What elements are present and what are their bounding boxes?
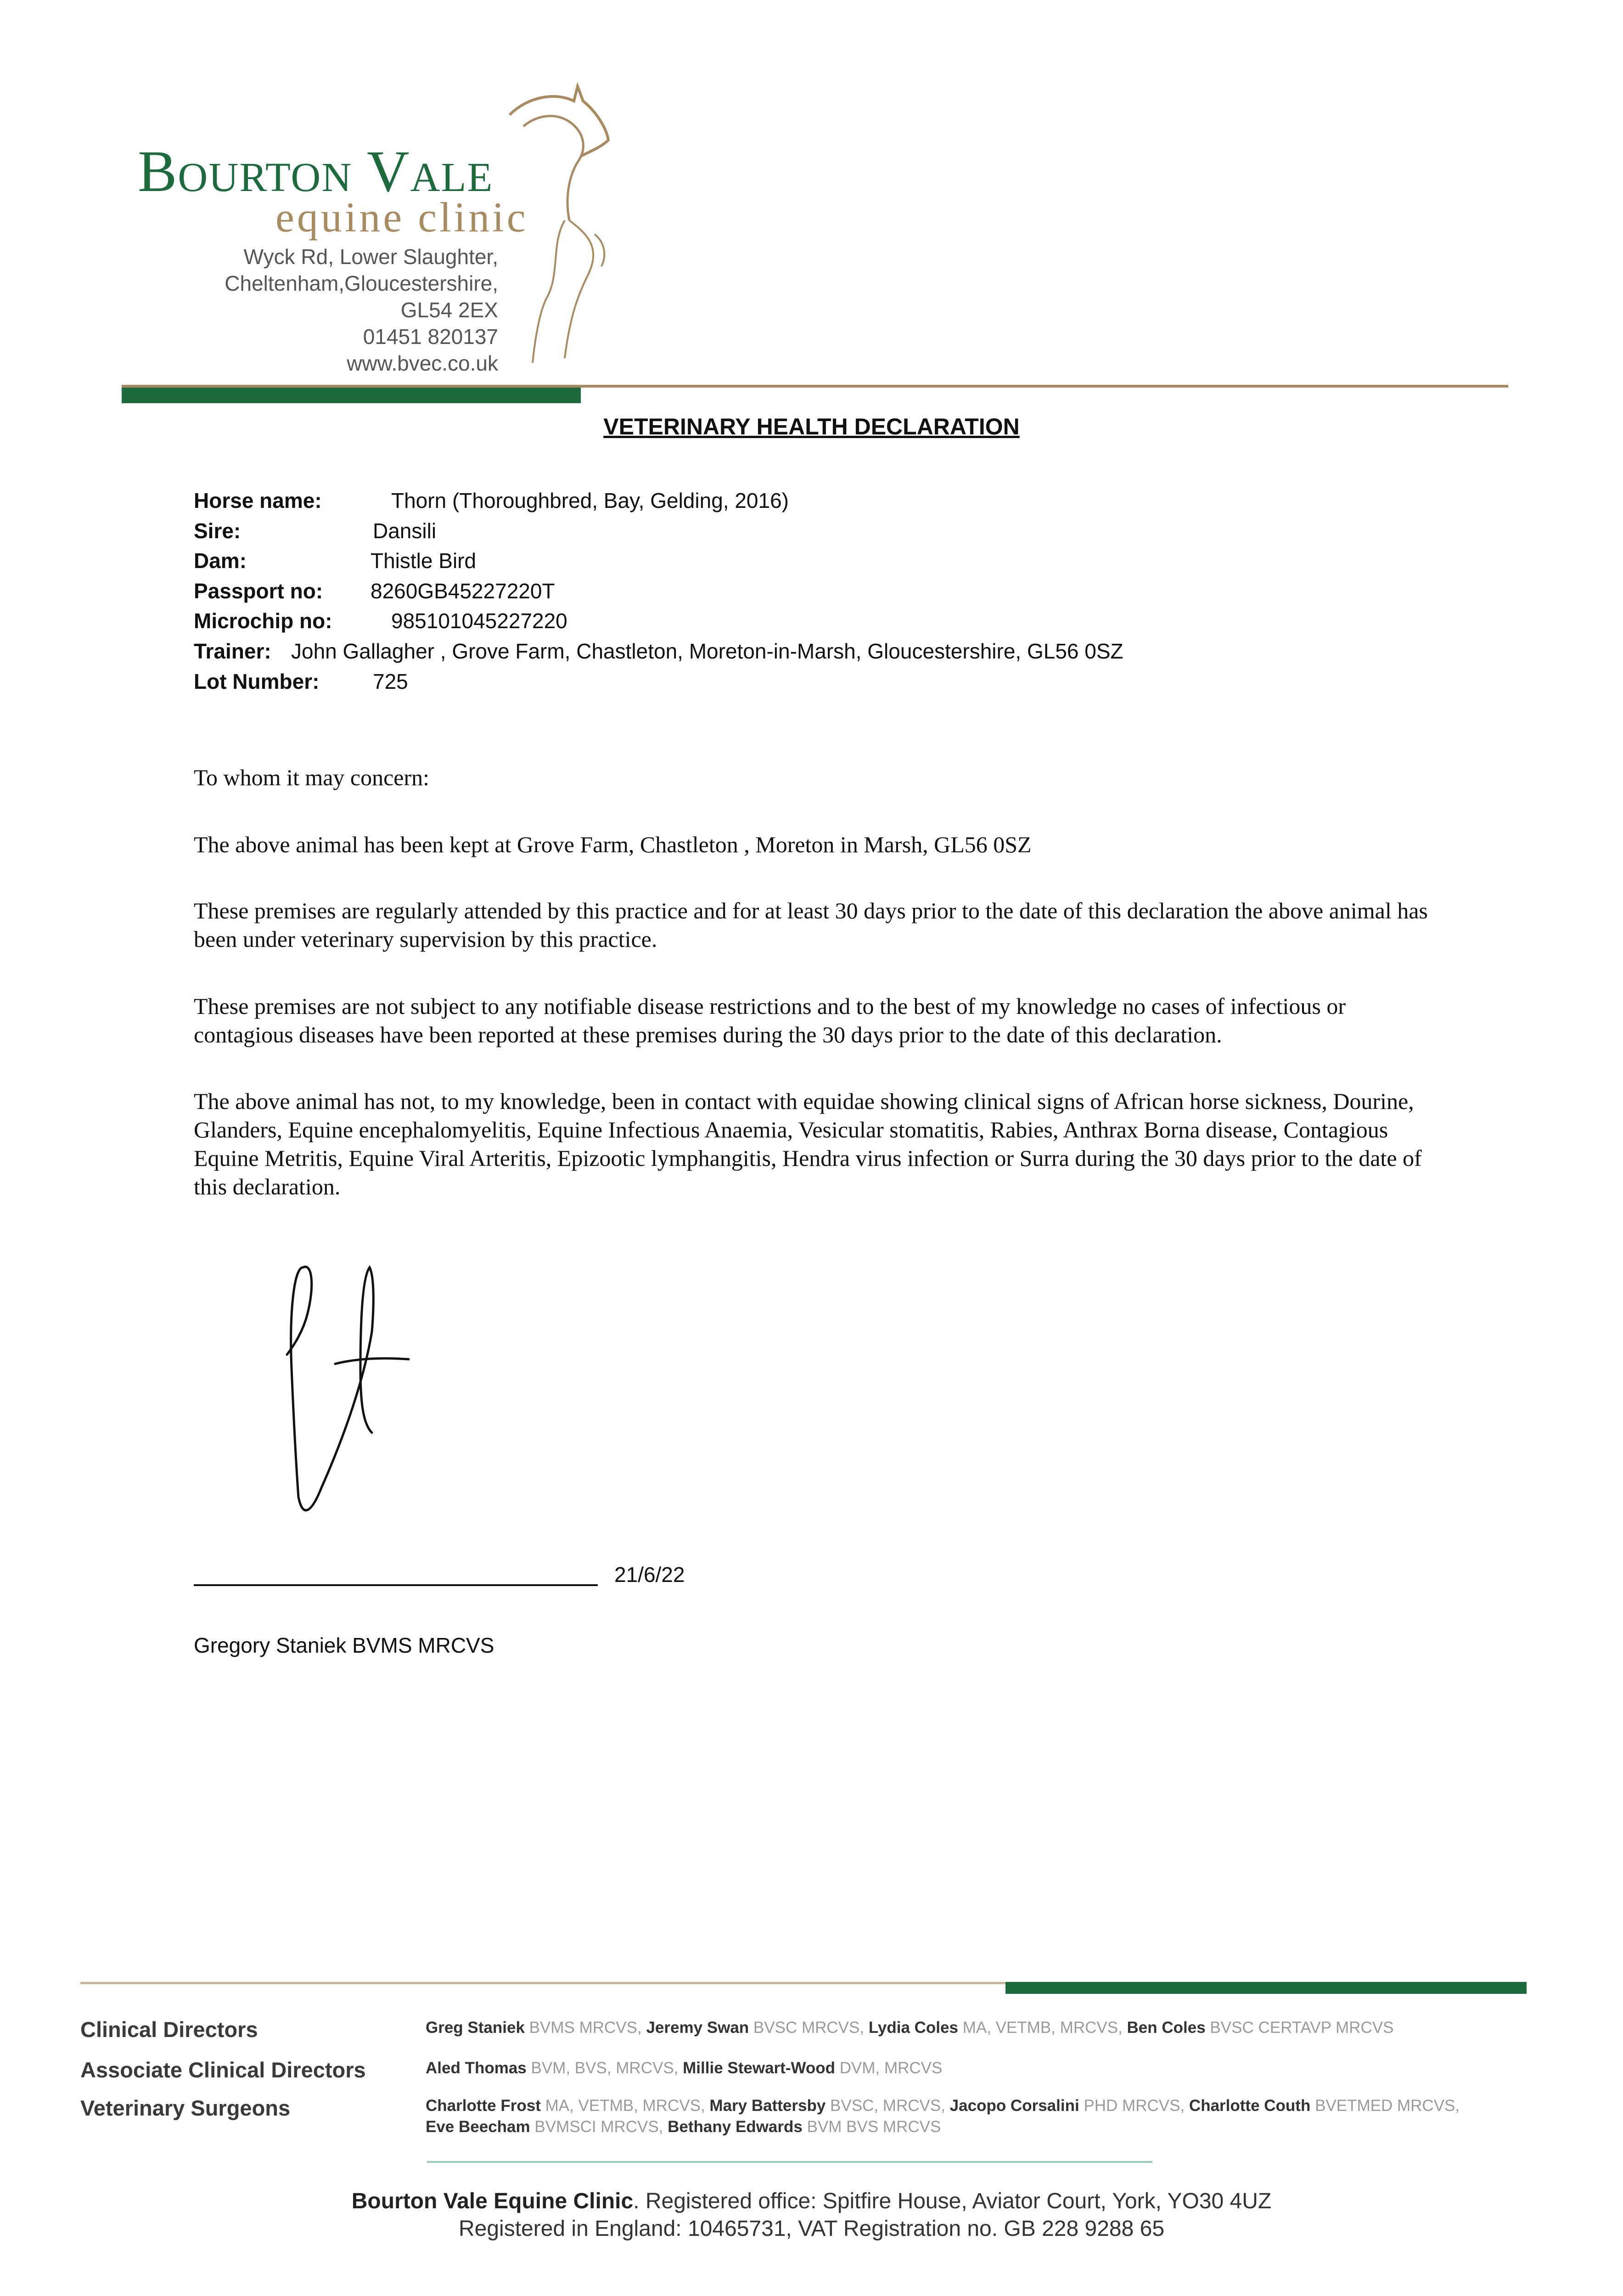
- paragraph-restrictions: These premises are not subject to any notifiable disease restrictions and to the best of my knowledge no cases of infectious or contagious diseases have been reported at these premises during the 30 days prior to the date of this declaration.: [194, 993, 1346, 1047]
- salutation: To whom it may concern:: [194, 765, 430, 790]
- staff-name: Charlotte Couth: [1189, 2097, 1311, 2115]
- staff-name: Millie Stewart-Wood: [683, 2059, 836, 2077]
- staff-quals: BVSC, MRCVS,: [830, 2097, 945, 2115]
- surgeons-list-line-1: [426, 2097, 1460, 2115]
- directors-list: [426, 2019, 1393, 2037]
- detail-label: Trainer:: [194, 639, 271, 663]
- registered-office-address: . Registered office: Spitfire House, Aviator Court, York, YO30 4UZ: [633, 2189, 1272, 2213]
- document-title: VETERINARY HEALTH DECLARATION: [603, 414, 1020, 439]
- staff-quals: PHD MRCVS,: [1084, 2097, 1185, 2115]
- staff-quals: BVM BVS MRCVS: [807, 2118, 941, 2136]
- staff-quals: DVM, MRCVS: [839, 2059, 943, 2077]
- staff-quals: BVM, BVS, MRCVS,: [531, 2059, 679, 2077]
- handwritten-signature: [275, 1249, 422, 1525]
- address-line: Wyck Rd, Lower Slaughter,: [243, 245, 498, 269]
- signature-date: 21/6/22: [614, 1563, 685, 1587]
- staff-quals: BVMS MRCVS,: [529, 2019, 642, 2037]
- staff-name: Bethany Edwards: [668, 2118, 803, 2136]
- surgeons-list-line-2: [426, 2118, 941, 2136]
- detail-label: Sire:: [194, 518, 241, 543]
- registered-office: [0, 2189, 1623, 2214]
- detail-label: Lot Number:: [194, 669, 320, 693]
- detail-value: Dansili: [373, 518, 437, 543]
- detail-value: Thistle Bird: [371, 549, 477, 573]
- detail-label: Horse name:: [194, 489, 322, 512]
- staff-quals: BVSC CERTAVP MRCVS: [1210, 2019, 1394, 2037]
- detail-label: Passport no:: [194, 579, 323, 603]
- associates-list: [426, 2059, 942, 2077]
- staff-name: Mary Battersby: [709, 2097, 826, 2115]
- address-line: GL54 2EX: [400, 298, 498, 322]
- clinical-directors-label: Clinical Directors: [80, 2017, 258, 2042]
- staff-name: Aled Thomas: [426, 2059, 527, 2077]
- registration-numbers: Registered in England: 10465731, VAT Registration no. GB 228 9288 65: [458, 2217, 1165, 2241]
- detail-value: Thorn (Thoroughbred, Bay, Gelding, 2016): [391, 489, 789, 512]
- address-line: Cheltenham,Gloucestershire,: [225, 271, 498, 295]
- staff-name: Charlotte Frost: [426, 2097, 541, 2115]
- veterinary-surgeons-label: Veterinary Surgeons: [80, 2096, 291, 2120]
- clinic-subtitle: equine clinic: [275, 194, 528, 241]
- staff-name: Jeremy Swan: [646, 2019, 749, 2037]
- staff-name: Ben Coles: [1127, 2019, 1206, 2037]
- footer-teal-divider: [427, 2161, 1152, 2163]
- detail-value: 8260GB45227220T: [371, 579, 555, 603]
- staff-quals: BVETMED MRCVS,: [1315, 2097, 1460, 2115]
- detail-label: Dam:: [194, 549, 247, 573]
- staff-quals: BVSC MRCVS,: [753, 2019, 865, 2037]
- detail-value: John Gallagher , Grove Farm, Chastleton, Moreton-in-Marsh, Gloucestershire, GL56 0SZ: [291, 639, 1123, 663]
- paragraph-premises: The above animal has been kept at Grove Farm, Chastleton , Moreton in Marsh, GL56 0SZ: [194, 832, 1032, 857]
- clinic-name: Bourton Vale: [138, 139, 494, 204]
- staff-quals: BVMSCI MRCVS,: [534, 2118, 663, 2136]
- signatory-name: Gregory Staniek BVMS MRCVS: [194, 1633, 494, 1657]
- staff-name: Jacopo Corsalini: [949, 2097, 1079, 2115]
- paragraph-supervision: These premises are regularly attended by this practice and for at least 30 days prior to the date of this declaration the above animal has been under veterinary supervision by this practice.: [194, 898, 1428, 952]
- staff-name: Eve Beecham: [426, 2118, 530, 2136]
- footer-accent-bar: [1005, 1982, 1527, 1994]
- clinic-website: www.bvec.co.uk: [347, 351, 498, 375]
- staff-quals: MA, VETMB, MRCVS,: [962, 2019, 1123, 2037]
- detail-value: 725: [373, 669, 408, 693]
- detail-value: 985101045227220: [391, 609, 567, 633]
- signature-line: [194, 1584, 598, 1586]
- detail-label: Microchip no:: [194, 609, 332, 633]
- staff-quals: MA, VETMB, MRCVS,: [545, 2097, 705, 2115]
- paragraph-contact: The above animal has not, to my knowledge, been in contact with equidae showing clinical signs of African horse sickness, Dourine, Glanders, Equine encephalomyelitis, Equine Infectious Anaemia, Vesicular stomatitis, Rabies, Anthrax Borna disease, Contagious Equine Metritis, Equine Viral Arteritis, Epizootic lymphangitis, Hendra virus infection or Surra during the 30 days prior to the date of this declaration.: [194, 1088, 1422, 1199]
- staff-name: Greg Staniek: [426, 2019, 525, 2037]
- clinic-phone: 01451 820137: [363, 325, 498, 349]
- declaration-body: [194, 0, 1433, 2296]
- associate-directors-label: Associate Clinical Directors: [80, 2058, 366, 2082]
- registered-name: Bourton Vale Equine Clinic: [351, 2189, 634, 2213]
- staff-name: Lydia Coles: [868, 2019, 958, 2037]
